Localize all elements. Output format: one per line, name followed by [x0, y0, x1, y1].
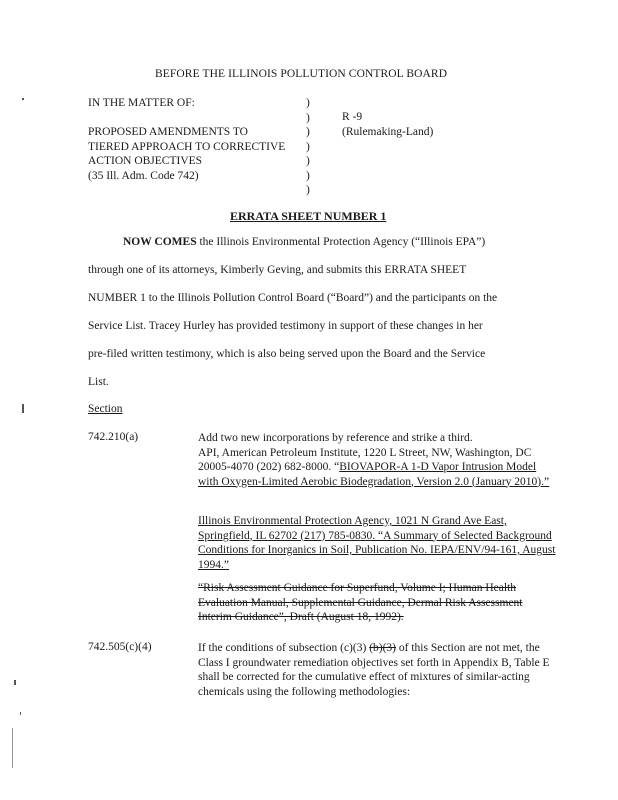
api-text: API, American Petroleum Institute, 1220 L Street, NW, Washington, DC 20005-4070 (202) 682-8000. “ [198, 446, 532, 473]
caption-parentheses [306, 96, 310, 198]
section-text: If the conditions of subsection (c)(3) [198, 642, 370, 654]
paragraph-line-6: List. [88, 376, 109, 388]
now-comes: NOW COMES [123, 236, 197, 248]
caption-docket [342, 110, 433, 139]
api-close-quote: ” [544, 475, 550, 488]
docket-number: R -9 [342, 111, 363, 123]
caption-line: TIERED APPROACH TO CORRECTIVE [88, 140, 286, 153]
iepa-reference: Illinois Environmental Protection Agency, 1021 N Grand Ave East, Springfield, IL 62702 (217) 785-0830. “A Summary of Selected Background Conditions for Inorganics in Soil, Publication No. IEPA/ENV/94-161, August 1994.” [198, 515, 556, 571]
scan-speck [22, 404, 24, 413]
paragraph-line-5: pre-filed written testimony, which is also being served upon the Board and the Service [88, 348, 486, 360]
section-505-body [198, 641, 558, 699]
paragraph-line-2: through one of its attorneys, Kimberly Geving, and submits this ERRATA SHEET [88, 264, 467, 276]
section-id: 742.210(a) [88, 431, 139, 443]
caption-matter [88, 96, 285, 183]
scan-speck [22, 98, 24, 100]
rulemaking-type: (Rulemaking-Land) [342, 125, 434, 138]
paragraph-line-4: Service List. Tracey Hurley has provided testimony in support of these changes in her [88, 320, 483, 332]
board-heading: BEFORE THE ILLINOIS POLLUTION CONTROL BOARD [155, 68, 448, 80]
section-text: of this Section are not met, the Class I groundwater remediation objectives set forth in Appendix B, Table E shall be corrected for the cumulative effect of mixtures of similar-acting chemicals using the following methodologies: [198, 642, 550, 698]
caption-line: ACTION OBJECTIVES [88, 155, 203, 167]
paren: ) [306, 126, 310, 138]
section-210-body [198, 431, 558, 489]
scan-speck [12, 728, 13, 768]
caption-line: (35 Ill. Adm. Code 742) [88, 169, 199, 182]
paren: ) [306, 169, 310, 182]
paren: ) [306, 97, 310, 109]
api-added-title: BIOVAPOR-A 1-D Vapor Intrusion Model with Oxygen-Limited Aerobic Biodegradation, Version 2.0 (January 2010). [198, 461, 544, 488]
section-header: Section [88, 403, 123, 415]
api-reference [198, 446, 558, 490]
paren: ) [306, 140, 310, 153]
paren: ) [306, 184, 310, 196]
paren: ) [306, 111, 310, 124]
caption-line: IN THE MATTER OF: [88, 97, 195, 109]
caption-line: PROPOSED AMENDMENTS TO [88, 126, 248, 138]
section-id: 742.505(c)(4) [88, 641, 152, 653]
paragraph-line-1 [123, 236, 485, 248]
scan-speck [14, 680, 16, 685]
caption-line [88, 111, 285, 126]
scan-speck [20, 712, 21, 715]
paragraph-text: the Illinois Environmental Protection Agency (“Illinois EPA”) [196, 236, 486, 248]
paragraph-line-3: NUMBER 1 to the Illinois Pollution Control Board (“Board”) and the participants on the [88, 292, 498, 304]
document-title: ERRATA SHEET NUMBER 1 [230, 209, 387, 223]
section-lead: Add two new incorporations by reference and strike a third. [198, 432, 473, 444]
struck-reference: “Risk Assessment Guidance for Superfund, Volume I; Human Health Evaluation Manual, Supplemental Guidance, Dermal Risk Assessment Interim Guidance”, Draft (August 18, 1992). [198, 582, 523, 623]
paren: ) [306, 155, 310, 167]
struck-subsection: (b)(3) [369, 642, 397, 654]
